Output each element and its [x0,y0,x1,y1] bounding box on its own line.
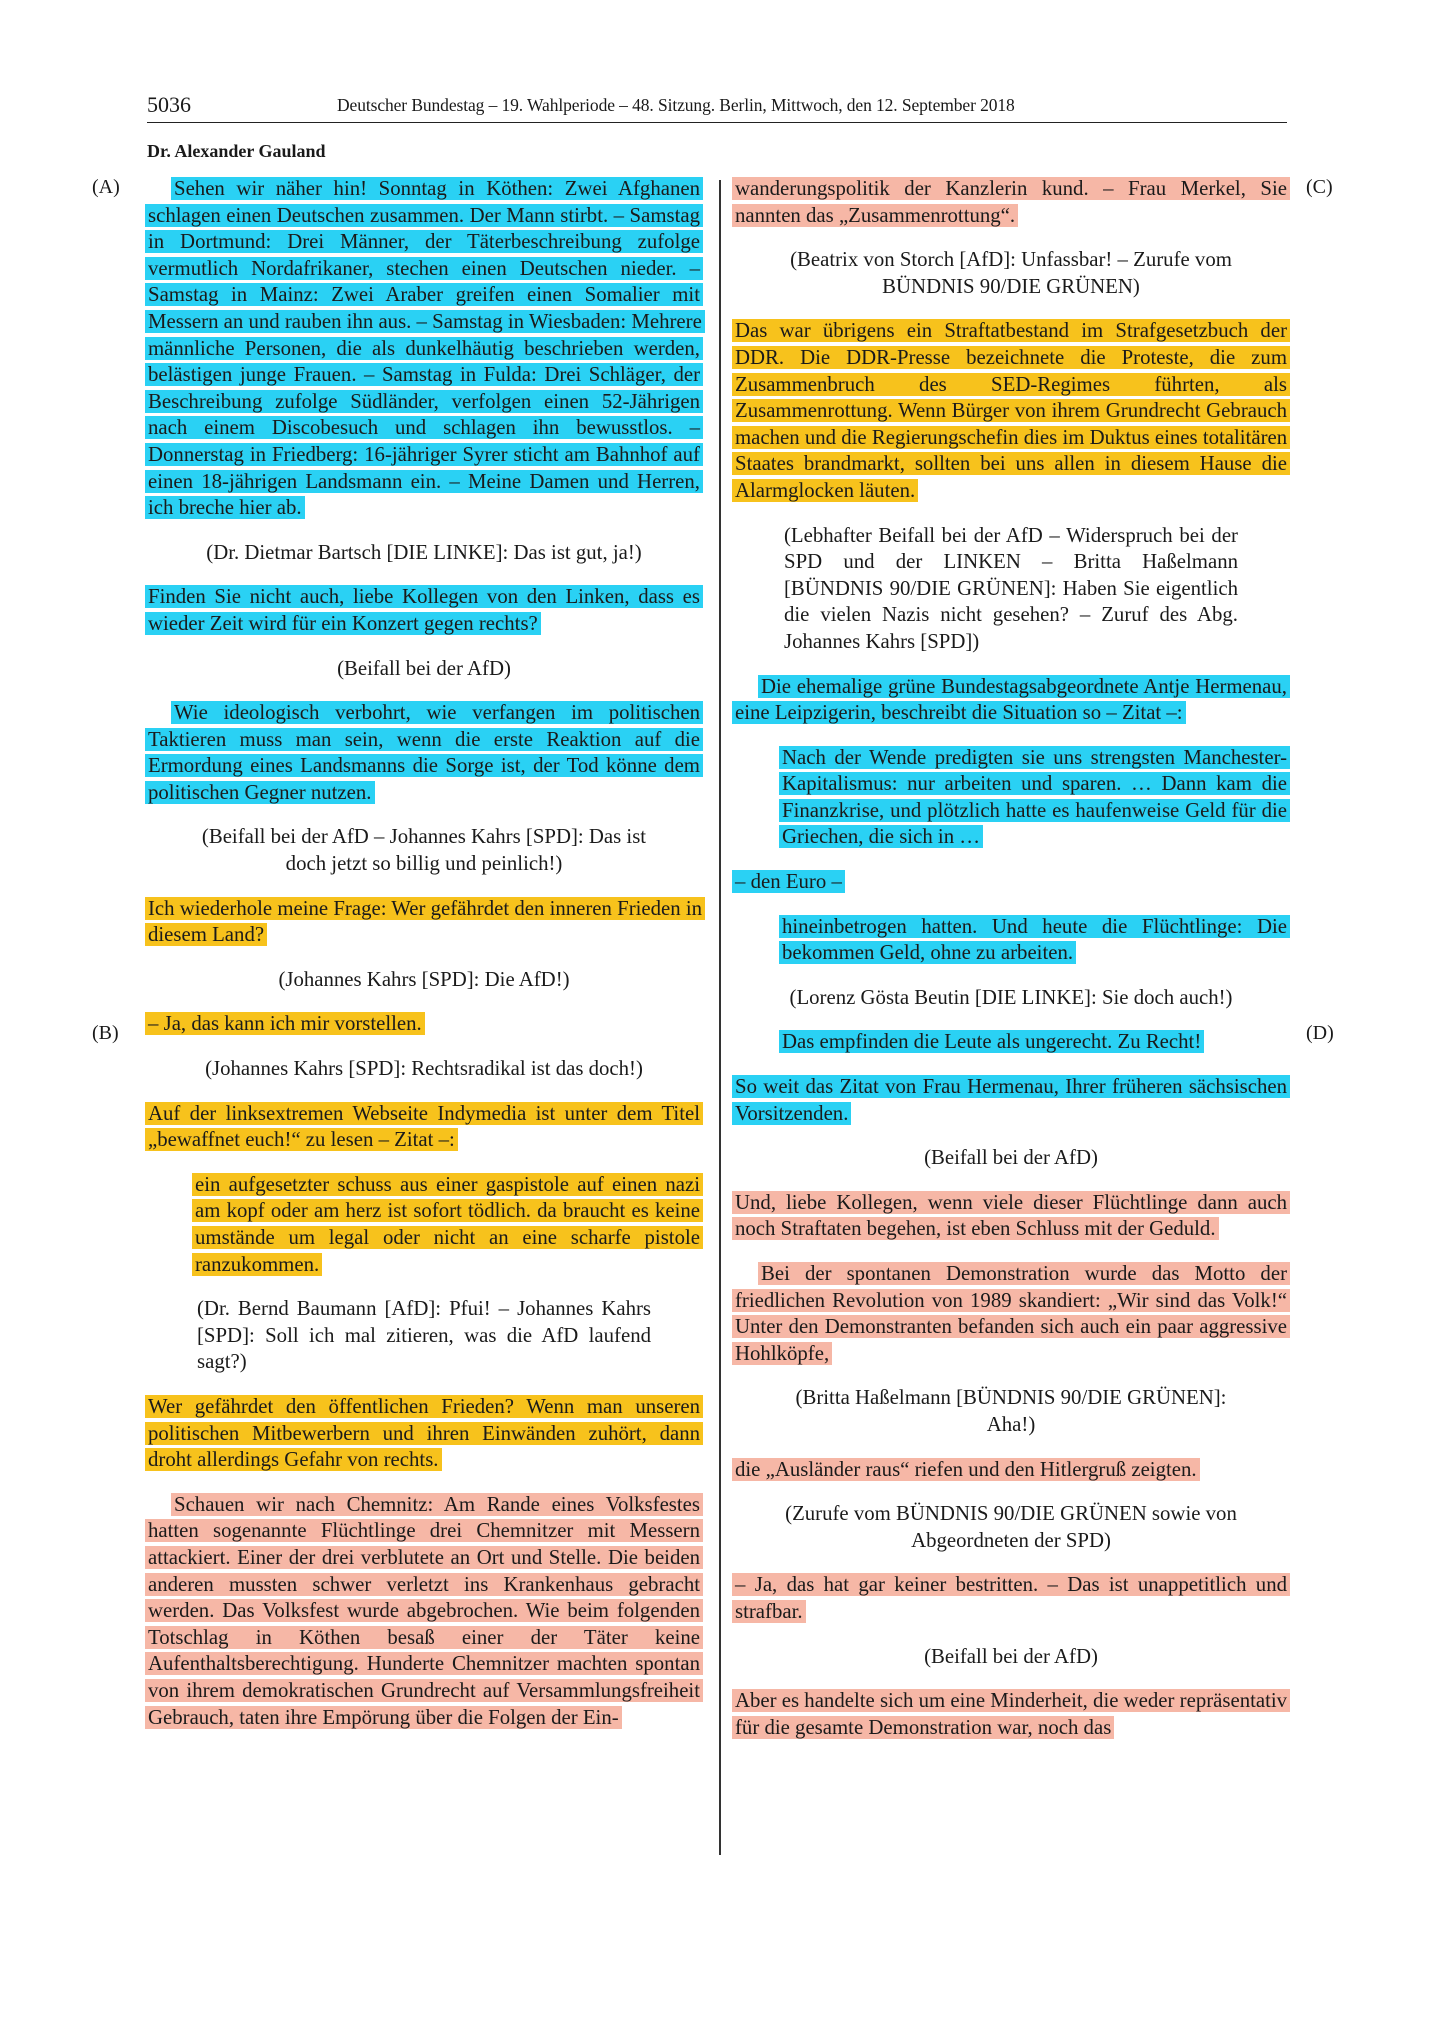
highlighted-text: Und, liebe Kollegen, wenn viele dieser Flüchtlinge dann auch noch Straftaten begehen, ist eben Schluss mit der Geduld. [732,1191,1290,1241]
interjection: (Zurufe vom BÜNDNIS 90/DIE GRÜNEN sowie von Abgeordneten der SPD) [785,1502,1237,1552]
margin-mark-d: (D) [1306,1022,1334,1044]
paragraph [732,1190,1290,1243]
highlighted-text: – Ja, das kann ich mir vorstellen. [145,1012,425,1035]
speaker-name: Dr. Alexander Gauland [147,141,326,161]
column-divider [719,180,721,1855]
highlighted-text: Auf der linksextremen Webseite Indymedia ist unter dem Titel „bewaffnet euch!“ zu lesen – Zitat –: [145,1102,703,1152]
highlighted-text: hineinbetrogen hatten. Und heute die Flüchtlinge: Die bekommen Geld, ohne zu arbeiten. [779,915,1290,965]
paragraph [145,896,703,949]
interjection: (Dr. Dietmar Bartsch [DIE LINKE]: Das ist gut, ja!) [206,540,642,564]
paragraph [145,1492,703,1731]
paragraph [732,318,1290,504]
highlighted-text: Sehen wir näher hin! Sonntag in Köthen: Zwei Afghanen schlagen einen Deutschen zusammen. Der Mann stirbt. – Samstag in Dortmund: Drei Männer, der Täterbeschreibung zufolge vermutlich Nordafrikaner, stechen einen Deutschen nieder. – Samstag in Mainz: Zwei Araber greifen einen Somalier mit Messern an und rauben ihn aus. – Samstag in Wiesbaden: Mehrere männliche Personen, die als dunkelhäutig beschrieben werden, belästigen junge Frauen. – Samstag in Fulda: Drei Schläger, der Beschreibung zufolge Südländer, verfolgen einen 52-Jährigen nach einem Discobesuch und schlagen ihn bewusstlos. – Donnerstag in Friedberg: 16-jähriger Syrer sticht am Bahnhof auf einen 18-jährigen Landsmann ein. – Meine Damen und Herren, ich breche hier ab. [145,177,705,519]
highlighted-text: Finden Sie nicht auch, liebe Kollegen von den Linken, dass es wieder Zeit wird für ein Konzert gegen rechts? [145,585,703,635]
highlighted-text: Wer gefährdet den öffentlichen Frieden? Wenn man unseren politischen Mitbewerbern und ihren Einwänden zuhört, dann droht allerdings Gefahr von rechts. [145,1395,703,1471]
paragraph [732,1688,1290,1741]
highlighted-text: Schauen wir nach Chemnitz: Am Rande eines Volksfestes hatten sogenannte Flüchtlinge drei Chemnitzer mit Messern attackiert. Einer der drei verblutete an Ort und Stelle. Die beiden anderen mussten schwer verletzt ins Krankenhaus gebracht werden. Das Volksfest wurde abgebrochen. Wie beim folgenden Totschlag in Köthen besaß einer der Täter keine Aufenthaltsberechtigung. Hunderte Chemnitzer machten spontan von ihrem demokratischen Grundrecht auf Versammlungsfreiheit Gebrauch, taten ihre Empörung über die Folgen der Ein- [145,1493,703,1729]
paragraph [732,1457,1290,1484]
block-quote [732,1029,1290,1056]
margin-mark-a: (A) [92,176,120,198]
right-column [732,176,1290,1759]
paragraph [145,1011,703,1038]
interjection: (Johannes Kahrs [SPD]: Rechtsradikal ist das doch!) [205,1057,643,1081]
highlighted-text: ein aufgesetzter schuss aus einer gaspistole auf einen nazi am kopf oder am herz ist sofort tödlich. da braucht es keine umstände um legal oder nicht an eine scharfe pistole ranzukommen. [192,1173,703,1276]
page-number: 5036 [147,92,191,117]
highlighted-text: Aber es handelte sich um eine Minderheit, die weder repräsentativ für die gesamte Demonstration war, noch das [732,1689,1290,1739]
interjection: (Beatrix von Storch [AfD]: Unfassbar! – Zurufe vom BÜNDNIS 90/DIE GRÜNEN) [790,248,1232,298]
paragraph [145,1394,703,1474]
paragraph [732,674,1290,727]
highlighted-text: die „Ausländer raus“ riefen und den Hitlergruß zeigten. [732,1458,1200,1481]
highlighted-text: Die ehemalige grüne Bundestagsabgeordnete Antje Hermenau, eine Leipzigerin, beschreibt die Situation so – Zitat –: [732,675,1290,725]
margin-mark-b: (B) [92,1022,119,1044]
highlighted-text: – den Euro – [732,870,845,893]
running-head: Deutscher Bundestag – 19. Wahlperiode – 48. Sitzung. Berlin, Mittwoch, den 12. September 2018 [337,95,1015,115]
highlighted-text: Nach der Wende predigten sie uns strengsten Manchester-Kapitalismus: nur arbeiten und sparen. … Dann kam die Finanzkrise, und plötzlich hatte es haufenweise Geld für die Griechen, die sich in … [779,746,1290,849]
interjection: (Beifall bei der AfD – Johannes Kahrs [SPD]: Das ist doch jetzt so billig und peinlich!) [201,825,647,876]
left-column [145,176,703,1749]
paragraph [145,176,703,522]
interjection: (Lebhafter Beifall bei der AfD – Widerspruch bei der SPD und der LINKEN – Britta Haßelmann [BÜNDNIS 90/DIE GRÜNEN]: Haben Sie eigentlich die vielen Nazis nicht gesehen? – Zuruf des Abg. Johannes Kahrs [SPD]) [784,523,1238,653]
block-quote [145,1172,703,1278]
paragraph [732,176,1290,229]
highlighted-text: Wie ideologisch verbohrt, wie verfangen im politischen Taktieren muss man sein, wenn die erste Reaktion auf die Ermordung eines Landsmanns die Sorge ist, der Tod könne dem politischen Gegner nutzen. [145,701,703,804]
interjection: (Lorenz Gösta Beutin [DIE LINKE]: Sie doch auch!) [789,985,1233,1009]
block-quote [732,914,1290,967]
interjection: (Beifall bei der AfD) [924,1644,1098,1668]
paragraph [145,1101,703,1154]
highlighted-text: wanderungspolitik der Kanzlerin kund. – Frau Merkel, Sie nannten das „Zusammenrottung“. [732,177,1290,227]
paragraph [732,1261,1290,1367]
paragraph [732,1572,1290,1625]
paragraph [732,869,1290,896]
highlighted-text: – Ja, das hat gar keiner bestritten. – Das ist unappetitlich und strafbar. [732,1573,1290,1623]
paragraph [732,1074,1290,1127]
highlighted-text: Das war übrigens ein Straftatbestand im Strafgesetzbuch der DDR. Die DDR-Presse bezeichnete die Proteste, die zum Zusammenbruch des SED-Regimes führten, als Zusammenrottung. Wenn Bürger von ihrem Grundrecht Gebrauch machen und die Regierungschefin dies im Duktus eines totalitären Staates brandmarkt, sollten bei uns allen in diesem Hause die Alarmglocken läuten. [732,319,1290,502]
highlighted-text: Ich wiederhole meine Frage: Wer gefährdet den inneren Frieden in diesem Land? [145,897,705,947]
paragraph [145,584,703,637]
highlighted-text: Bei der spontanen Demonstration wurde das Motto der friedlichen Revolution von 1989 skandiert: „Wir sind das Volk!“ Unter den Demonstranten befanden sich auch ein paar aggressive Hohlköpfe, [732,1262,1290,1365]
highlighted-text: So weit das Zitat von Frau Hermenau, Ihrer früheren sächsischen Vorsitzenden. [732,1075,1290,1125]
interjection: (Dr. Bernd Baumann [AfD]: Pfui! – Johannes Kahrs [SPD]: Soll ich mal zitieren, was die AfD laufend sagt?) [197,1297,651,1374]
paragraph [145,700,703,806]
interjection: (Beifall bei der AfD) [924,1146,1098,1170]
interjection: (Johannes Kahrs [SPD]: Die AfD!) [278,967,570,991]
page-header [147,92,1287,123]
block-quote [732,745,1290,851]
highlighted-text: Das empfinden die Leute als ungerecht. Zu Recht! [779,1030,1204,1053]
interjection: (Beifall bei der AfD) [337,656,511,680]
interjection: (Britta Haßelmann [BÜNDNIS 90/DIE GRÜNEN]: Aha!) [795,1386,1227,1436]
margin-mark-c: (C) [1306,176,1333,198]
